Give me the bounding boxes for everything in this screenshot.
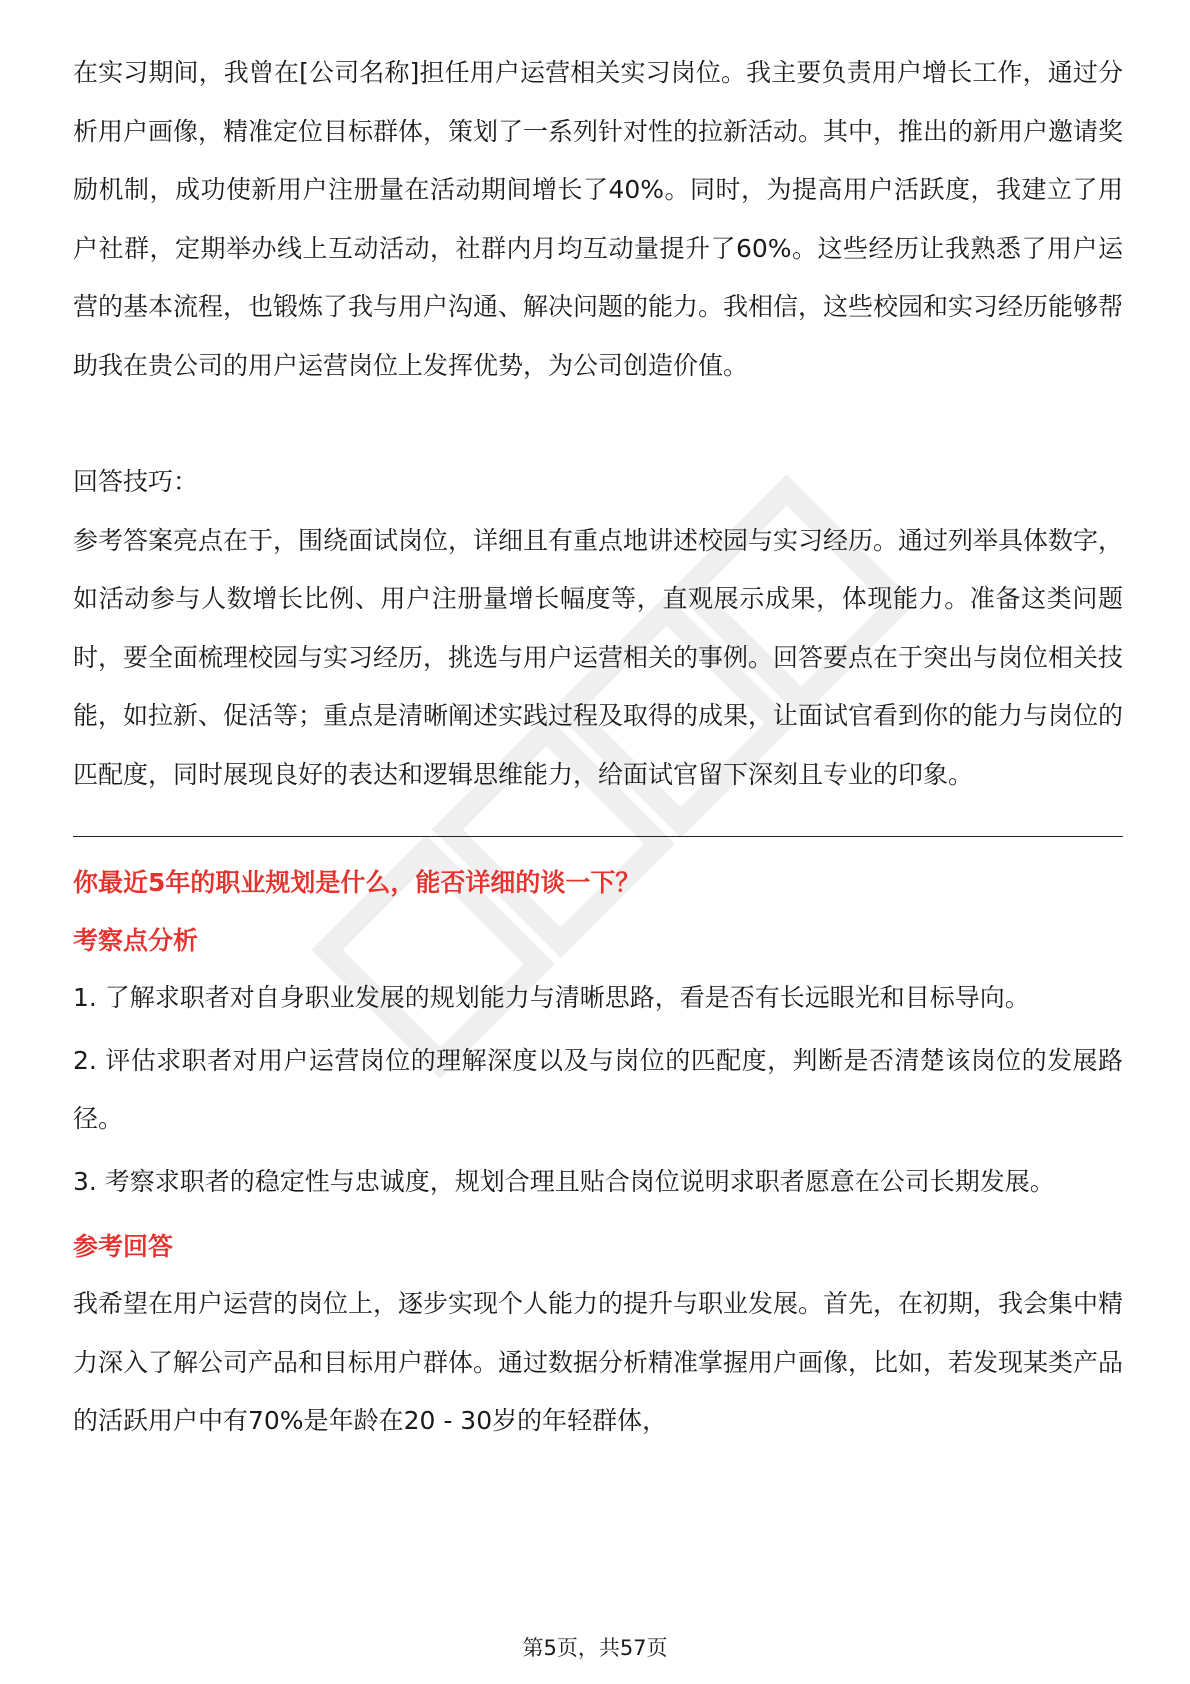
spacer xyxy=(73,395,1123,453)
page-number-footer: 第5页，共57页 xyxy=(522,1636,668,1660)
reference-paragraph: 我希望在用户运营的岗位上，逐步实现个人能力的提升与职业发展。首先，在初期，我会集中精力深入了解公司产品和目标用户群体。通过数据分析精准掌握用户画像，比如，若发现某类产品的活跃用户中有70%是年龄在20 - 30岁的年轻群体， xyxy=(73,1289,1124,1435)
answer-continued-paragraph: 在实习期间，我曾在[公司名称]担任用户运营相关实习岗位。我主要负责用户增长工作，通过分析用户画像，精准定位目标群体，策划了一系列针对性的拉新活动。其中，推出的新用户邀请奖励机制，成功使新用户注册量在活动期间增长了40%。同时，为提高用户活跃度，我建立了用户社群，定期举办线上互动活动，社群内月均互动量提升了60%。这些经历让我熟悉了用户运营的基本流程，也锻炼了我与用户沟通、解决问题的能力。我相信，这些校园和实习经历能够帮助我在贵公司的用户运营岗位上发挥优势，为公司创造价值。 xyxy=(73,58,1124,380)
analysis-item-3: 3. 考察求职者的稳定性与忠诚度，规划合理且贴合岗位说明求职者愿意在公司长期发展。 xyxy=(73,1166,1055,1196)
analysis-item-2: 2. 评估求职者对用户运营岗位的理解深度以及与岗位的匹配度，判断是否清楚该岗位的发展路径。 xyxy=(73,1045,1123,1133)
tips-label: 回答技巧： xyxy=(73,467,199,496)
page-content xyxy=(73,44,1123,1451)
reference-heading: 参考回答 xyxy=(73,1232,174,1261)
section-divider xyxy=(73,836,1123,837)
analysis-heading: 考察点分析 xyxy=(73,926,199,955)
analysis-item-1: 1. 了解求职者对自身职业发展的规划能力与清晰思路，看是否有长远眼光和目标导向。 xyxy=(73,983,1030,1012)
question-heading: 你最近5年的职业规划是什么，能否详细的谈一下？ xyxy=(73,868,641,897)
tips-paragraph: 参考答案亮点在于，围绕面试岗位，详细且有重点地讲述校园与实习经历。通过列举具体数字，如活动参与人数增长比例、用户注册量增长幅度等，直观展示成果，体现能力。准备这类问题时，要全面梳理校园与实习经历，挑选与用户运营相关的事例。回答要点在于突出与岗位相关技能，如拉新、促活等；重点是清晰阐述实践过程及取得的成果，让面试官看到你的能力与岗位的匹配度，同时展现良好的表达和逻辑思维能力，给面试官留下深刻且专业的印象。 xyxy=(73,525,1124,789)
